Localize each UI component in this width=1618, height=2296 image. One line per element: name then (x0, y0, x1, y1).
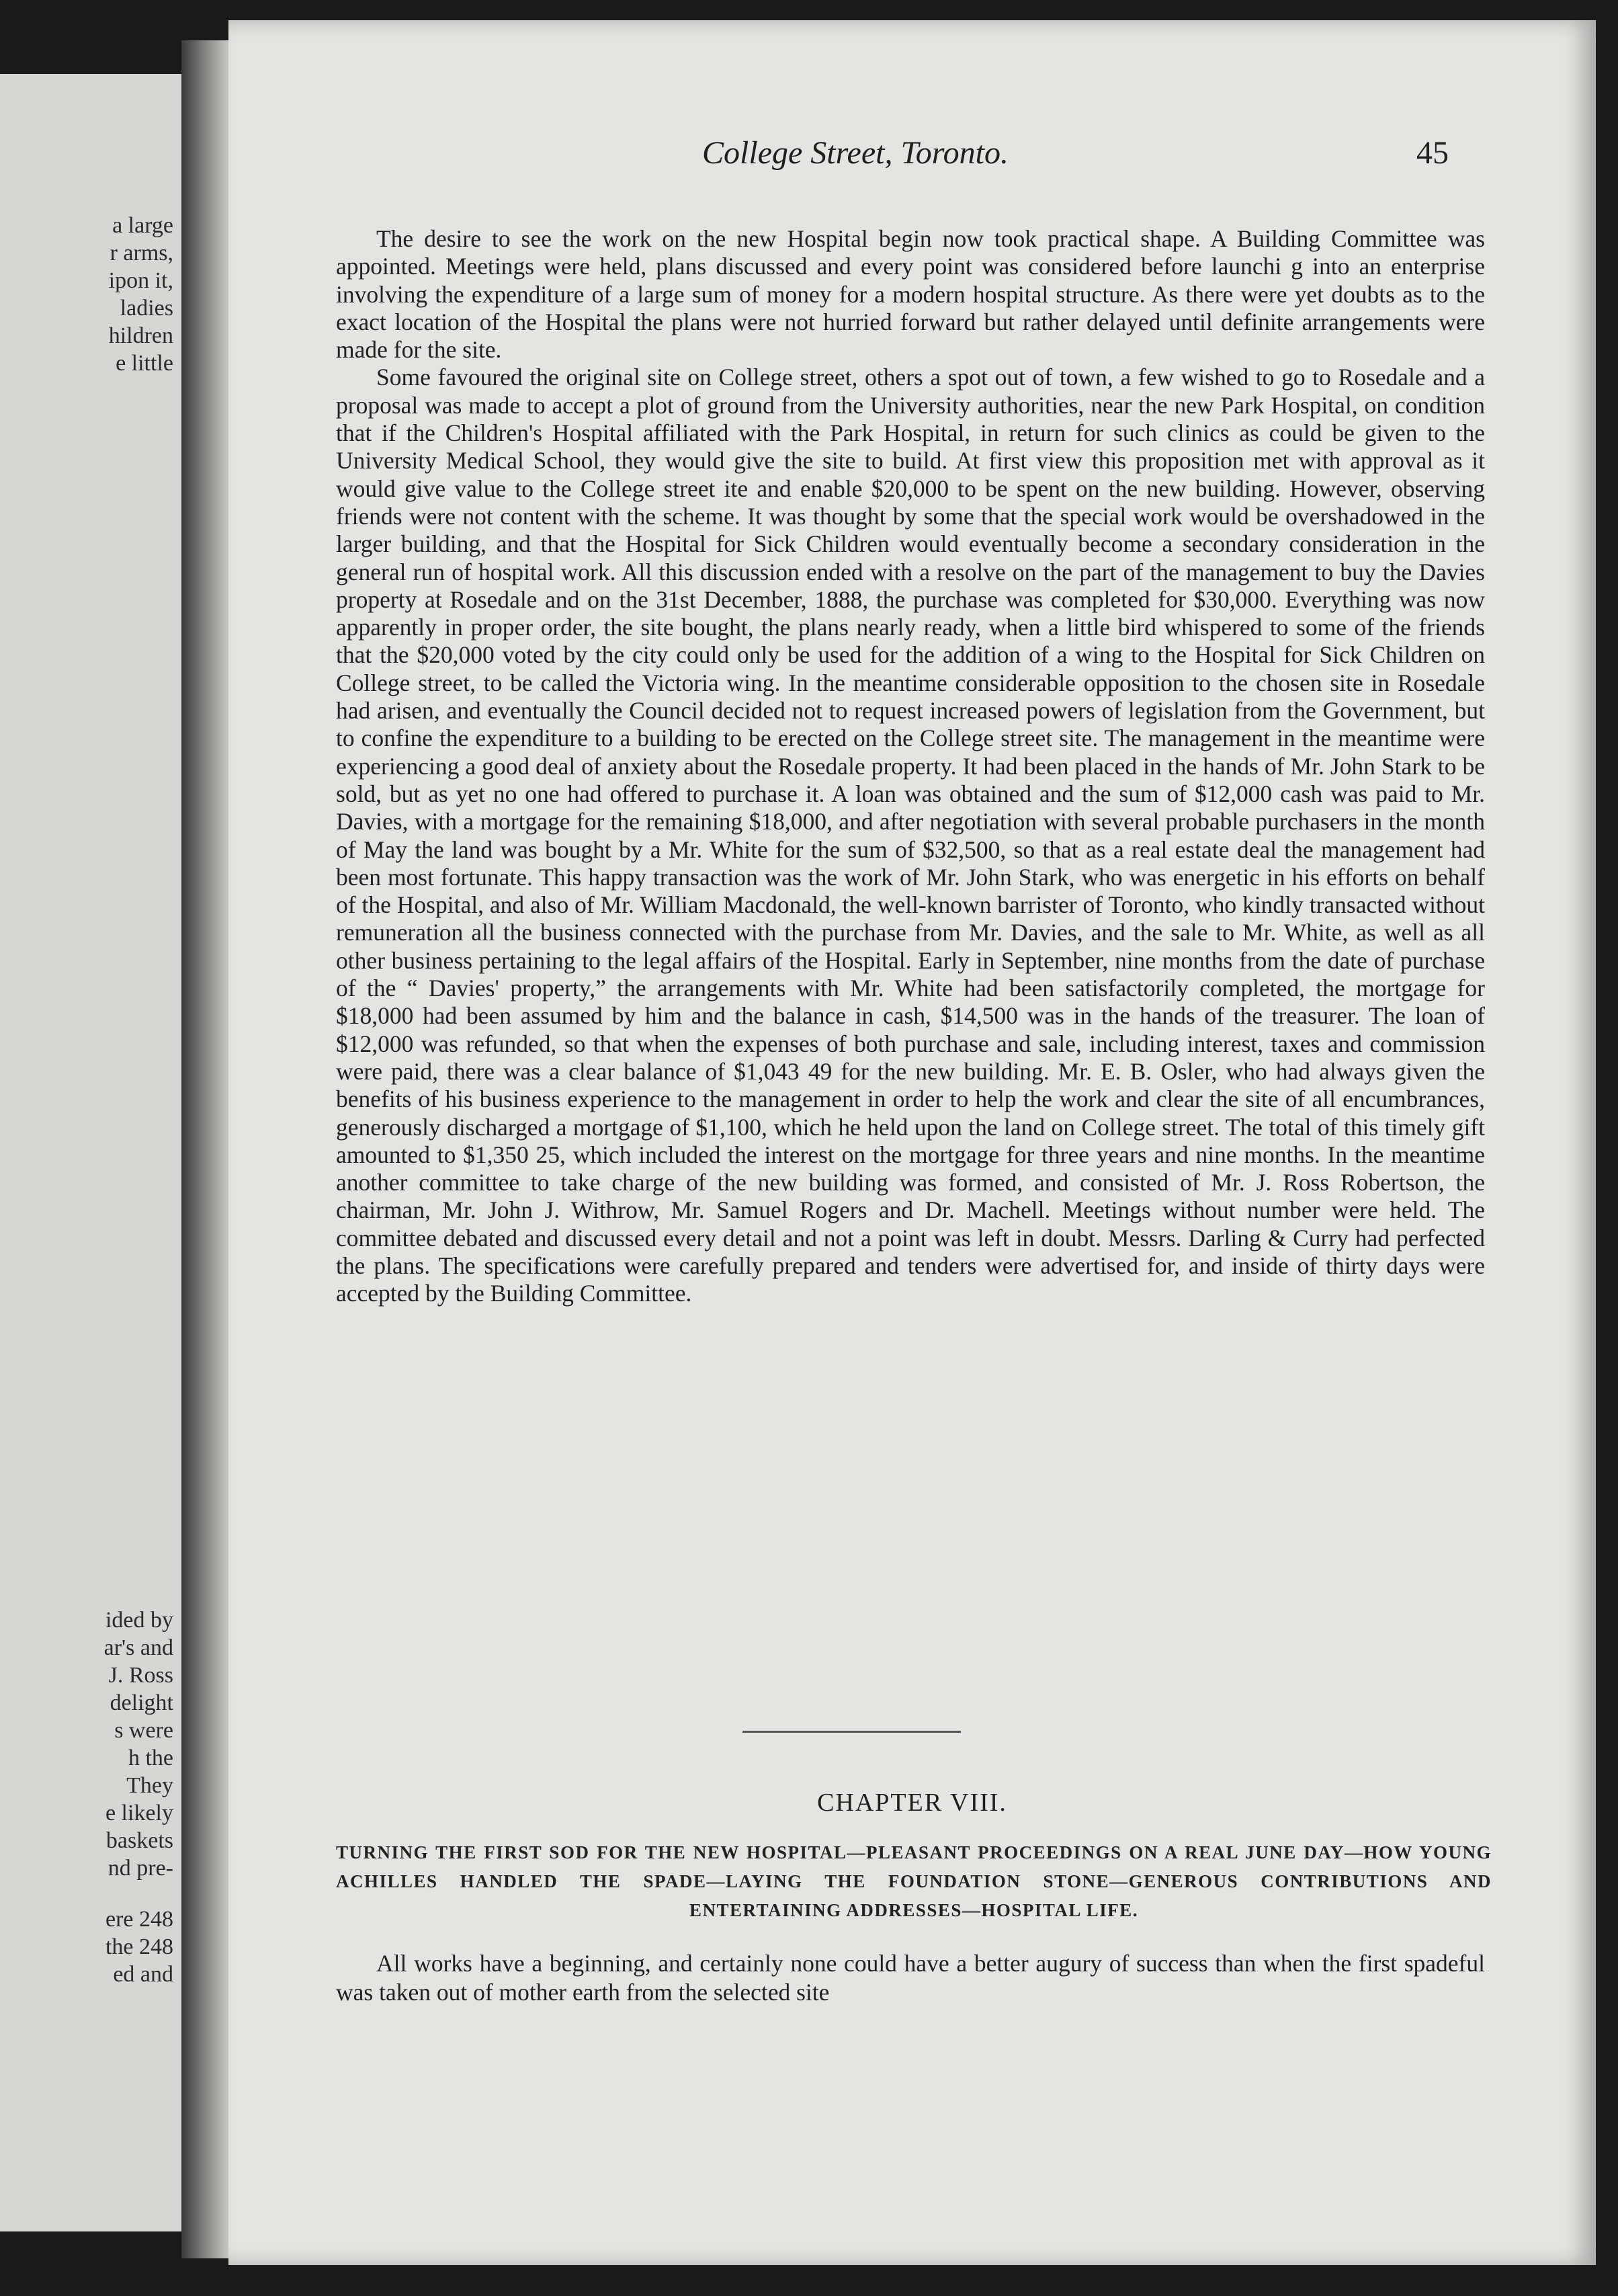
facing-page-edge (0, 74, 181, 2231)
facing-page-fragment: s were (114, 1718, 173, 1743)
facing-page-fragment: ipon it, (108, 268, 173, 293)
facing-page-fragment: r arms, (110, 241, 173, 265)
facing-page-fragment: ided by (105, 1608, 173, 1633)
facing-page-fragment: e little (116, 351, 173, 376)
section-divider (742, 1731, 961, 1733)
chapter-heading: CHAPTER VIII. (817, 1789, 1007, 1817)
facing-page-fragment: ar's and (103, 1635, 173, 1660)
facing-page-fragment: e likely (105, 1801, 173, 1826)
book-gutter (181, 40, 228, 2258)
body-text (336, 225, 1485, 1308)
paragraph: The desire to see the work on the new Hospital begin now took practical shape. A Building Committee was appointed. Meetings were held, plans discussed and every point was considered before launchi g into an enterprise involving the expenditure of a large sum of money for a modern hospital structure. As there were yet doubts as to the exact location of the Hospital the plans were not hurried forward but rather delayed until definite arrangements were made for the site. (336, 225, 1485, 364)
facing-page-fragment: ed and (113, 1962, 173, 1987)
page-number: 45 (1416, 135, 1449, 171)
book-page (228, 20, 1596, 2265)
facing-page-fragment: a large (112, 213, 173, 238)
paragraph: Some favoured the original site on College street, others a spot out of town, a few wished to go to Rosedale and a proposal was made to accept a plot of ground from the University authorities, near the new Park Hospital, on condition that if the Children's Hospital affiliated with the Park Hospital, in return for such clinics as could be given to the University Medical School, they would give the site to build. At first view this proposition met with approval as it would give value to the College street ite and enable $20,000 to be spent on the new building. However, observing friends were not content with the scheme. It was thought by some that the special work would be overshadowed in the larger building, and that the Hospital for Sick Children would eventually become a secondary consideration in the general run of hospital work. All this discussion ended with a resolve on the part of the management to buy the Davies property at Rosedale and on the 31st December, 1888, the purchase was completed for $30,000. Everything was now apparently in proper order, the site bought, the plans nearly ready, when a little bird whispered to some of the friends that the $20,000 voted by the city could only be used for the addition of a wing to the Hospital for Sick Children on College street, to be called the Victoria wing. In the meantime considerable opposition to the chosen site in Rosedale had arisen, and eventually the Council decided not to request increased powers of legislation from the Government, but to confine the expenditure to a building to be erected on the College street site. The management in the meantime were experiencing a good deal of anxiety about the Rosedale property. It had been placed in the hands of Mr. John Stark to be sold, but as yet no one had offered to purchase it. A loan was obtained and the sum of $12,000 cash was paid to Mr. Davies, with a mortgage for the remaining $18,000, and after negotiation with several probable purchasers in the month of May the land was bought by a Mr. White for the sum of $32,500, so that as a real estate deal the management had been most fortunate. This happy transaction was the work of Mr. John Stark, who was energetic in his efforts on behalf of the Hospital, and also of Mr. William Macdonald, the well-known barrister of Toronto, who kindly transacted without remuneration all the business connected with the purchase from Mr. Davies, and the sale to Mr. White, as well as all other business pertaining to the legal affairs of the Hospital. Early in September, nine months from the date of purchase of the “ Davies' property,” the arrangements with Mr. White had been satisfactorily completed, the mortgage for $18,000 had been assumed by him and the balance in cash, $14,500 was in the hands of the treasurer. The loan of $12,000 was refunded, so that when the expenses of both purchase and sale, including interest, taxes and commission were paid, there was a clear balance of $1,043 49 for the new building. Mr. E. B. Osler, who had always given the benefits of his business experience to the management in order to help the work and clear the site of all encumbrances, generously discharged a mortgage of $1,100, which he held upon the land on College street. The total of this timely gift amounted to $1,350 25, which included the interest on the mortgage for three years and nine months. In the meantime another committee to take charge of the new building was formed, and consisted of Mr. J. Ross Robertson, the chairman, Mr. John J. Withrow, Mr. Samuel Rogers and Dr. Machell. Meetings without number were held. The committee debated and discussed every detail and not a point was left in doubt. Messrs. Darling & Curry had perfected the plans. The specifications were carefully prepared and tenders were advertised for, and inside of thirty days were accepted by the Building Committee. (336, 364, 1485, 1307)
facing-page-fragment: h the (128, 1746, 173, 1770)
facing-page-fragment: J. Ross (108, 1663, 173, 1688)
facing-page-fragment: delight (110, 1690, 173, 1715)
running-title: College Street, Toronto. (702, 135, 1009, 171)
running-head (228, 134, 1596, 175)
facing-page-fragment: baskets (105, 1828, 173, 1853)
facing-page-fragment: the 248 (105, 1934, 173, 1959)
chapter-opening-paragraph: All works have a beginning, and certainly none could have a better augury of success than when the first spadeful was taken out of mother earth from the selected site (336, 1950, 1485, 2006)
facing-page-fragment: hildren (108, 323, 173, 348)
chapter-summary: TURNING THE FIRST SOD FOR THE NEW HOSPITAL—PLEASANT PROCEEDINGS ON A REAL JUNE DAY—HOW YOUNG ACHILLES HANDLED THE SPADE—LAYING THE FOUNDATION STONE—GENEROUS CONTRIBUTIONS AND ENTERTAINING ADDRESSES—HOSPITAL LIFE. (336, 1842, 1492, 1920)
facing-page-fragment: nd pre- (108, 1856, 173, 1881)
facing-page-fragment: ladies (120, 296, 173, 321)
facing-page-fragment: ere 248 (105, 1907, 173, 1932)
facing-page-fragment: They (126, 1773, 173, 1798)
